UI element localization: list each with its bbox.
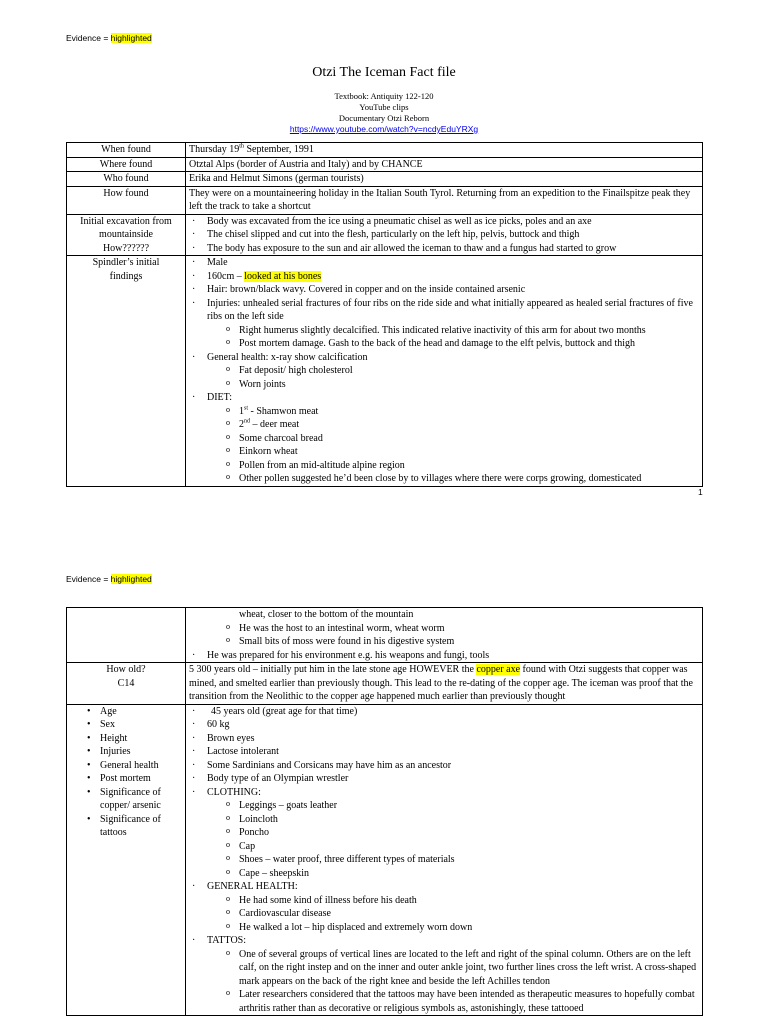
evidence-highlight: highlighted bbox=[110, 574, 152, 584]
sub-list-item: o He was the host to an intestinal worm, wheat worm bbox=[189, 622, 699, 636]
evidence-mark: looked at his bones bbox=[244, 270, 322, 282]
source-documentary: Documentary Otzi Reborn bbox=[338, 113, 430, 123]
row-value bbox=[186, 256, 703, 487]
row-value: They were on a mountaineering holiday in the Italian South Tyrol. Returning from an expedition to the Finailspitze peak they left the track to take a shortcut bbox=[186, 186, 703, 214]
row-label: How old? C14 bbox=[67, 663, 186, 705]
row-value bbox=[186, 608, 703, 663]
row-value bbox=[186, 214, 703, 256]
topic-item: • Post mortem bbox=[70, 772, 182, 786]
topic-item: • Height bbox=[70, 732, 182, 746]
sub-list-item: o Right humerus slightly decalcified. This indicated relative inactivity of this arm for about two months bbox=[189, 324, 699, 338]
row-value: 5 300 years old – initially put him in the late stone age HOWEVER the copper axe found with Otzi suggests that copper was mined, and smelted earlier than previously though. This lead to the re-dating of the copper age. The iceman was proof that the transition from the Neolithic to the copper age happened much earlier than previously thought bbox=[186, 663, 703, 705]
fact-table-page-1 bbox=[66, 142, 703, 487]
table-row bbox=[67, 143, 703, 158]
page-1 bbox=[0, 0, 768, 510]
fact-table-page-2 bbox=[66, 607, 703, 1016]
page-title: Otzi The Iceman Fact file bbox=[312, 65, 456, 80]
page-2 bbox=[0, 560, 768, 1024]
evidence-mark: copper axe bbox=[476, 664, 521, 675]
bullet-list bbox=[189, 215, 699, 256]
list-item: · 45 years old (great age for that time) bbox=[189, 705, 699, 719]
list-item: · Some Sardinians and Corsicans may have him as an ancestor bbox=[189, 759, 699, 773]
evidence-highlight: highlighted bbox=[110, 33, 152, 43]
list-item: · GENERAL HEALTH: bbox=[189, 880, 699, 894]
sub-list-item: o Other pollen suggested he’d been close by to villages where there were corps growing, domesticated bbox=[189, 472, 699, 486]
evidence-legend bbox=[66, 574, 152, 584]
sub-list-item: o Worn joints bbox=[189, 378, 699, 392]
topic-item: • Age bbox=[70, 705, 182, 719]
sub-list-item: o One of several groups of vertical lines are located to the left and right of the spinal column. Others are on the left calf, on the right instep and on the inner and outer ankle joint, two further lines cross the left wrist. A cross-shaped mark appears on the back of the right knee and beside the left Achilles tendon bbox=[189, 948, 699, 989]
table-row bbox=[67, 608, 703, 663]
list-item: · Injuries: unhealed serial fractures of four ribs on the ride side and what initially appeared as healed serial fractures of five ribs on the left side bbox=[189, 297, 699, 324]
sub-list-item: o Cap bbox=[189, 840, 699, 854]
sub-list-item: o Loincloth bbox=[189, 813, 699, 827]
sub-list-item: o 2nd – deer meat bbox=[189, 418, 699, 432]
sub-list-item: o Fat deposit/ high cholesterol bbox=[189, 364, 699, 378]
table-row bbox=[67, 663, 703, 705]
row-label bbox=[67, 608, 186, 663]
list-item: · The body has exposure to the sun and air allowed the iceman to thaw and a fungus had started to grow bbox=[189, 242, 699, 256]
sub-list-item: o Shoes – water proof, three different types of materials bbox=[189, 853, 699, 867]
page-number: 1 bbox=[698, 487, 703, 497]
sub-list-item: o Post mortem damage. Gash to the back of the head and damage to the elft pelvis, buttock and thigh bbox=[189, 337, 699, 351]
sub-list-item: o He walked a lot – hip displaced and extremely worn down bbox=[189, 921, 699, 935]
topic-item: • General health bbox=[70, 759, 182, 773]
row-label: Initial excavation from mountainside How?????? bbox=[67, 214, 186, 256]
source-youtube: YouTube clips bbox=[359, 102, 409, 112]
sub-list-item: o Cardiovascular disease bbox=[189, 907, 699, 921]
list-item: · DIET: bbox=[189, 391, 699, 405]
table-row bbox=[67, 172, 703, 187]
list-item: · Body was excavated from the ice using a pneumatic chisel as well as ice picks, poles and an axe bbox=[189, 215, 699, 229]
source-textbook: Textbook: Antiquity 122-120 bbox=[334, 91, 434, 101]
list-item: · TATTOS: bbox=[189, 934, 699, 948]
list-item: · He was prepared for his environment e.g. his weapons and fungi, tools bbox=[189, 649, 699, 663]
list-item: · Lactose intolerant bbox=[189, 745, 699, 759]
row-label: Who found bbox=[67, 172, 186, 187]
list-item: · The chisel slipped and cut into the flesh, particularly on the left hip, pelvis, buttock and thigh bbox=[189, 228, 699, 242]
sub-list-item: o 1st - Shamwon meat bbox=[189, 405, 699, 419]
evidence-prefix: Evidence = bbox=[66, 574, 111, 584]
list-item: · General health: x-ray show calcification bbox=[189, 351, 699, 365]
sub-list-item: o Cape – sheepskin bbox=[189, 867, 699, 881]
list-item-continuation: wheat, closer to the bottom of the mountain bbox=[239, 609, 414, 620]
sub-list-item: o He had some kind of illness before his death bbox=[189, 894, 699, 908]
list-item: · 160cm – looked at his bones bbox=[189, 270, 699, 284]
sub-list-item: o Poncho bbox=[189, 826, 699, 840]
row-value bbox=[186, 704, 703, 1016]
table-row bbox=[67, 186, 703, 214]
row-value: Thursday 19th September, 1991 bbox=[186, 143, 703, 158]
list-item: · Body type of an Olympian wrestler bbox=[189, 772, 699, 786]
bullet-list bbox=[189, 608, 699, 662]
bullet-list bbox=[189, 256, 699, 486]
row-label: Spindler’s initial findings bbox=[67, 256, 186, 487]
table-row bbox=[67, 157, 703, 172]
row-value: Erika and Helmut Simons (german tourists) bbox=[186, 172, 703, 187]
sub-list-item: o Later researchers considered that the tattoos may have been intended as therapeutic measures to hopefully combat arthritis rather than as decorative or religious symbols as, astonishingly, these tattooed bbox=[189, 988, 699, 1015]
sub-list-item: o Leggings – goats leather bbox=[189, 799, 699, 813]
table-row bbox=[67, 214, 703, 256]
row-label: How found bbox=[67, 186, 186, 214]
list-item: · Male bbox=[189, 256, 699, 270]
sub-list-item: o Einkorn wheat bbox=[189, 445, 699, 459]
topic-item: • Significance of copper/ arsenic bbox=[70, 786, 182, 813]
topic-item: • Sex bbox=[70, 718, 182, 732]
sub-list-item: o Pollen from an mid-altitude alpine region bbox=[189, 459, 699, 473]
sub-list-item: o Small bits of moss were found in his digestive system bbox=[189, 635, 699, 649]
topic-item: • Injuries bbox=[70, 745, 182, 759]
youtube-link[interactable]: https://www.youtube.com/watch?v=ncdyEduYRXg bbox=[289, 124, 479, 134]
topic-list bbox=[70, 705, 182, 840]
row-label: Where found bbox=[67, 157, 186, 172]
bullet-list bbox=[189, 705, 699, 1016]
list-item: · CLOTHING: bbox=[189, 786, 699, 800]
table-row bbox=[67, 256, 703, 487]
row-label bbox=[67, 704, 186, 1016]
evidence-prefix: Evidence = bbox=[66, 33, 111, 43]
list-item: · 60 kg bbox=[189, 718, 699, 732]
table-row bbox=[67, 704, 703, 1016]
evidence-legend bbox=[66, 33, 152, 43]
list-item: · Brown eyes bbox=[189, 732, 699, 746]
sub-list-item: o Some charcoal bread bbox=[189, 432, 699, 446]
row-value: Otztal Alps (border of Austria and Italy) and by CHANCE bbox=[186, 157, 703, 172]
list-item: · Hair: brown/black wavy. Covered in copper and on the inside contained arsenic bbox=[189, 283, 699, 297]
topic-item: • Significance of tattoos bbox=[70, 813, 182, 840]
row-label: When found bbox=[67, 143, 186, 158]
